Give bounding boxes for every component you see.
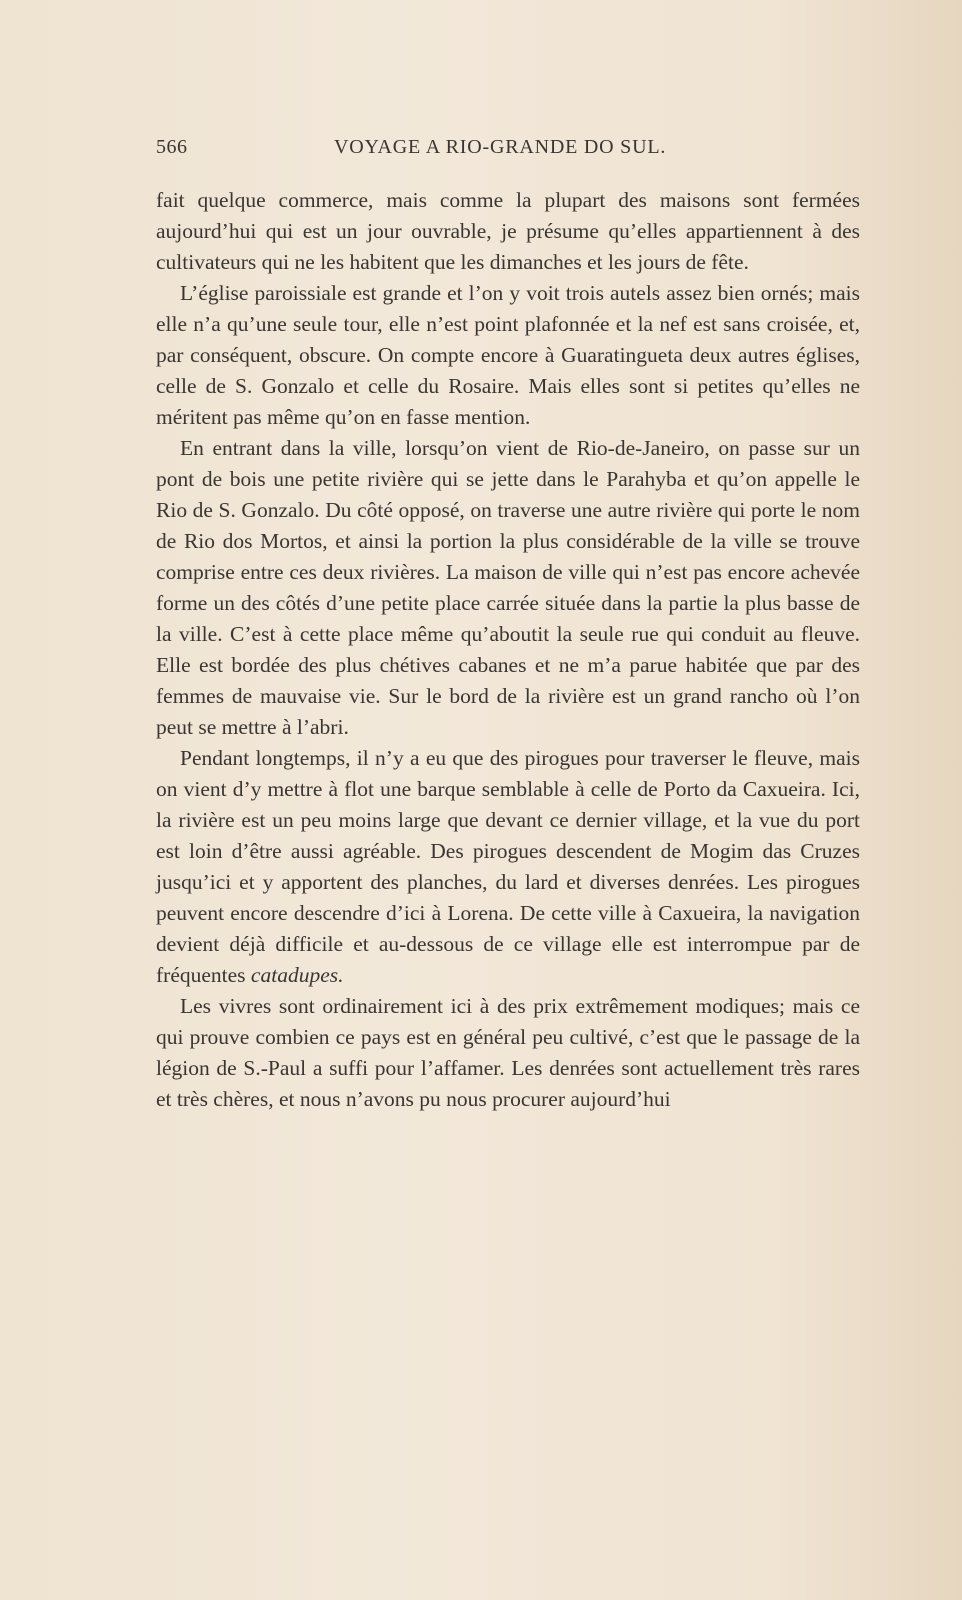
page-number: 566	[156, 136, 188, 158]
page-header	[156, 136, 676, 166]
body-text	[156, 185, 860, 1415]
paragraph-2: L’église paroissiale est grande et l’on y voit trois autels assez bien ornés; mais elle n’a qu’une seule tour, elle n’est point plafonnée et la nef est sans croisée, et, par conséquent, obscure. On compte encore à Guaratingueta deux autres églises, celle de S. Gonzalo et celle du Rosaire. Mais elles sont si petites qu’elles ne méritent pas même qu’on en fasse mention.	[156, 281, 860, 429]
paragraph-1: fait quelque commerce, mais comme la plupart des maisons sont fermées aujourd’hui qui est un jour ouvrable, je présume qu’elles appartiennent à des cultivateurs qui ne les habitent que les dimanches et les jours de fête.	[156, 188, 860, 274]
running-head: VOYAGE A RIO-GRANDE DO SUL.	[334, 136, 667, 158]
paragraph-5: Les vivres sont ordinairement ici à des prix extrêmement modiques; mais ce qui prouve combien ce pays est en général peu cultivé, c’est que le passage de la légion de S.-Paul a suffi pour l’affamer. Les denrées sont actuellement très rares et très chères, et nous n’avons pu nous procurer aujourd’hui	[156, 994, 860, 1111]
paragraph-4	[156, 743, 860, 991]
paragraph-4-text: Pendant longtemps, il n’y a eu que des pirogues pour traverser le fleuve, mais on vient d’y mettre à flot une barque semblable à celle de Porto da Caxueira. Ici, la rivière est un peu moins large que devant ce dernier village, et la vue du port est loin d’être aussi agréable. Des pirogues descendent de Mogim das Cruzes jusqu’ici et y apportent des planches, du lard et diverses denrées. Les pirogues peuvent encore descendre d’ici à Lorena. De cette ville à Caxueira, la navigation devient déjà difficile et au-dessous de ce village elle est interrompue par de fréquentes	[156, 746, 860, 987]
italic-term-catadupes: catadupes.	[250, 963, 344, 987]
paragraph-3: En entrant dans la ville, lorsqu’on vient de Rio-de-Janeiro, on passe sur un pont de bois une petite rivière qui se jette dans le Parahyba et qu’on appelle le Rio de S. Gonzalo. Du côté opposé, on traverse une autre rivière qui porte le nom de Rio dos Mortos, et ainsi la portion la plus considérable de la ville se trouve comprise entre ces deux rivières. La maison de ville qui n’est pas encore achevée forme un des côtés d’une petite place carrée située dans la partie la plus basse de la ville. C’est à cette place même qu’aboutit la seule rue qui conduit au fleuve. Elle est bordée des plus chétives cabanes et ne m’a parue habitée que par des femmes de mauvaise vie. Sur le bord de la rivière est un grand rancho où l’on peut se mettre à l’abri.	[156, 436, 860, 739]
